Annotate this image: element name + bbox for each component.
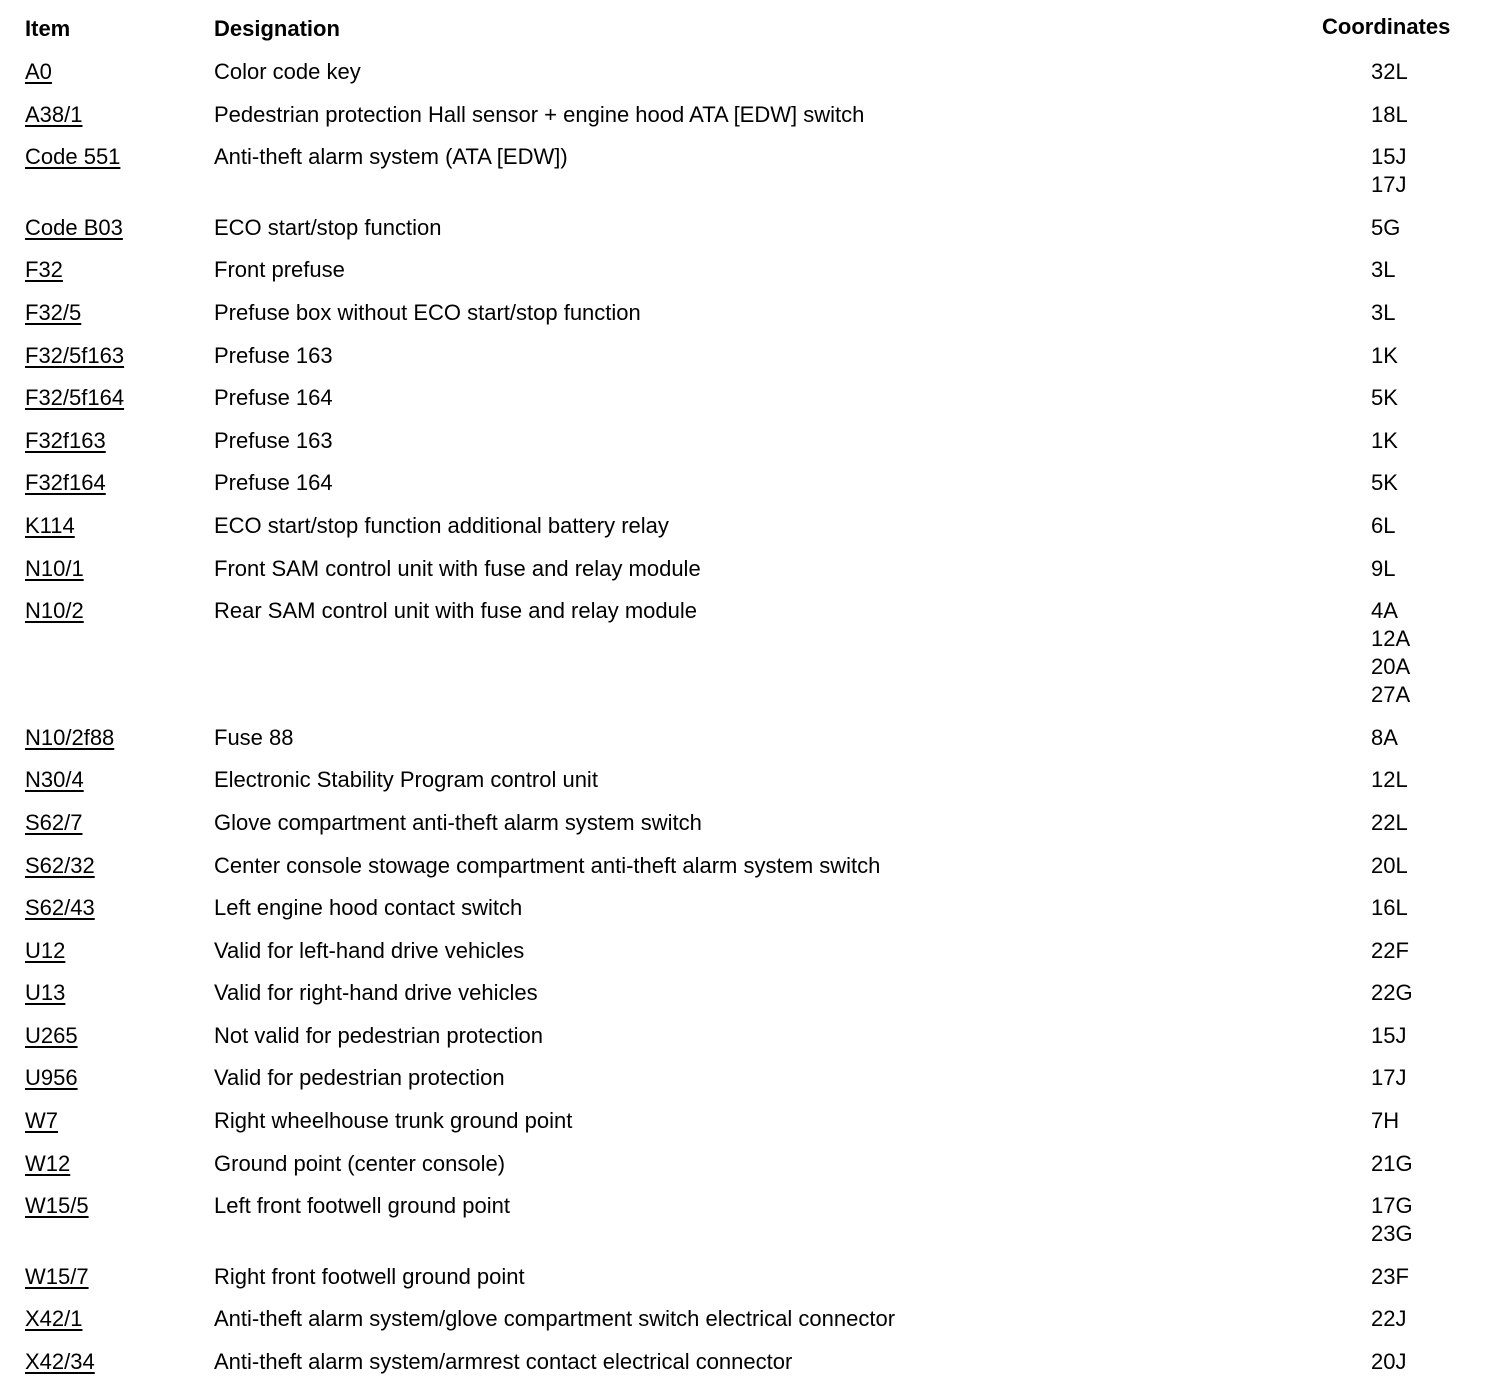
item-coordinates xyxy=(1371,1305,1406,1333)
item-coordinates xyxy=(1371,384,1398,412)
table-row xyxy=(0,596,1504,723)
item-coordinates xyxy=(1371,1192,1413,1248)
item-designation: ECO start/stop function xyxy=(214,214,442,240)
item-link[interactable]: F32f164 xyxy=(25,470,106,496)
table-row xyxy=(0,1149,1504,1192)
table-row xyxy=(0,1106,1504,1149)
item-link[interactable]: Code B03 xyxy=(25,214,123,240)
coordinate-value: 12A xyxy=(1371,626,1411,652)
item-coordinates xyxy=(1371,852,1408,880)
table-row xyxy=(0,383,1504,426)
coordinate-value: 23G xyxy=(1371,1221,1413,1247)
header-designation: Designation xyxy=(214,16,340,41)
coordinate-value: 5K xyxy=(1371,385,1398,411)
coordinate-value: 3L xyxy=(1371,299,1396,325)
item-coordinates xyxy=(1371,1107,1399,1135)
table-row xyxy=(0,808,1504,851)
table-row xyxy=(0,1347,1504,1390)
item-link[interactable]: W15/5 xyxy=(25,1193,89,1219)
table-row xyxy=(0,468,1504,511)
item-designation: Anti-theft alarm system (ATA [EDW]) xyxy=(214,144,568,170)
item-designation: Color code key xyxy=(214,59,361,84)
coordinate-value: 20J xyxy=(1371,1349,1407,1375)
component-table-body xyxy=(0,57,1504,1390)
item-coordinates xyxy=(1371,937,1409,965)
coordinate-value: 20L xyxy=(1371,852,1408,878)
item-designation: Prefuse 163 xyxy=(214,342,333,368)
item-link[interactable]: F32/5 xyxy=(25,299,82,325)
coordinate-value: 3L xyxy=(1371,257,1396,283)
coordinate-value: 9L xyxy=(1371,555,1396,581)
table-row xyxy=(0,57,1504,100)
item-link[interactable]: X42/1 xyxy=(25,1306,83,1332)
item-designation: Front prefuse xyxy=(214,257,345,283)
item-link[interactable]: S62/32 xyxy=(25,852,95,878)
coordinate-value: 20A xyxy=(1371,654,1411,680)
item-coordinates xyxy=(1371,555,1395,583)
item-coordinates xyxy=(1371,299,1395,327)
item-link[interactable]: N10/1 xyxy=(25,555,84,581)
item-coordinates xyxy=(1371,979,1413,1007)
item-link[interactable]: U956 xyxy=(25,1065,78,1091)
table-row xyxy=(0,1304,1504,1347)
item-designation: Glove compartment anti-theft alarm system switch xyxy=(214,809,702,835)
item-designation: Valid for left-hand drive vehicles xyxy=(214,937,525,963)
table-row xyxy=(0,765,1504,808)
item-designation: Left engine hood contact switch xyxy=(214,895,523,921)
item-designation: Prefuse 164 xyxy=(214,470,333,496)
item-link[interactable]: N10/2f88 xyxy=(25,724,115,750)
table-row xyxy=(0,298,1504,341)
item-designation: Left front footwell ground point xyxy=(214,1193,510,1219)
table-row xyxy=(0,255,1504,298)
item-link[interactable]: F32 xyxy=(25,257,63,283)
coordinate-value: 32L xyxy=(1371,59,1408,84)
item-designation: Electronic Stability Program control unit xyxy=(214,767,598,793)
item-designation: Right front footwell ground point xyxy=(214,1263,525,1289)
coordinate-value: 5K xyxy=(1371,470,1398,496)
item-designation: Valid for pedestrian protection xyxy=(214,1065,505,1091)
coordinate-value: 23F xyxy=(1371,1263,1409,1289)
item-designation: Anti-theft alarm system/glove compartment switch electrical connector xyxy=(214,1306,896,1332)
table-header xyxy=(0,14,1504,46)
table-row xyxy=(0,341,1504,384)
coordinate-value: 21G xyxy=(1371,1150,1413,1176)
item-coordinates xyxy=(1371,724,1398,752)
item-designation: Prefuse 164 xyxy=(214,385,333,411)
table-row xyxy=(0,511,1504,554)
coordinate-value: 12L xyxy=(1371,767,1408,793)
item-designation: Ground point (center console) xyxy=(214,1150,506,1176)
item-designation: Right wheelhouse trunk ground point xyxy=(214,1108,573,1134)
coordinate-value: 17G xyxy=(1371,1193,1413,1219)
item-coordinates xyxy=(1371,512,1395,540)
item-coordinates xyxy=(1371,894,1408,922)
coordinate-value: 18L xyxy=(1371,101,1408,127)
item-link[interactable]: U13 xyxy=(25,980,66,1006)
item-coordinates xyxy=(1371,256,1395,284)
item-link[interactable]: W12 xyxy=(25,1150,71,1176)
item-coordinates xyxy=(1371,809,1408,837)
table-row xyxy=(0,1191,1504,1262)
item-link[interactable]: U265 xyxy=(25,1022,78,1048)
item-designation: Prefuse 163 xyxy=(214,427,333,453)
coordinate-value: 1K xyxy=(1371,427,1398,453)
item-link[interactable]: U12 xyxy=(25,937,66,963)
coordinate-value: 15J xyxy=(1371,144,1407,170)
coordinate-value: 22J xyxy=(1371,1306,1407,1332)
item-coordinates xyxy=(1371,1022,1406,1050)
item-coordinates xyxy=(1371,101,1408,129)
table-row xyxy=(0,851,1504,894)
item-link[interactable]: F32/5f163 xyxy=(25,342,125,368)
coordinate-value: 5G xyxy=(1371,214,1401,240)
item-link[interactable]: F32/5f164 xyxy=(25,385,125,411)
item-designation: ECO start/stop function additional battery relay xyxy=(214,512,669,538)
header-coordinates: Coordinates xyxy=(1322,14,1451,39)
item-link[interactable]: K114 xyxy=(25,512,75,538)
table-row xyxy=(0,213,1504,256)
item-coordinates xyxy=(1371,342,1398,370)
item-coordinates xyxy=(1371,143,1406,199)
table-row xyxy=(0,723,1504,766)
coordinate-value: 8A xyxy=(1371,724,1398,750)
item-designation: Center console stowage compartment anti-theft alarm system switch xyxy=(214,852,881,878)
item-coordinates xyxy=(1371,58,1408,86)
item-designation: Front SAM control unit with fuse and relay module xyxy=(214,555,701,581)
item-link[interactable]: W15/7 xyxy=(25,1263,89,1289)
coordinate-value: 27A xyxy=(1371,682,1411,708)
item-link[interactable]: N30/4 xyxy=(25,767,84,793)
item-coordinates xyxy=(1371,214,1400,242)
item-designation: Anti-theft alarm system/armrest contact electrical connector xyxy=(214,1349,793,1375)
item-coordinates xyxy=(1371,1263,1409,1291)
item-link[interactable]: Code 551 xyxy=(25,144,121,170)
table-row xyxy=(0,1021,1504,1064)
item-coordinates xyxy=(1371,427,1398,455)
table-row xyxy=(0,1063,1504,1106)
coordinate-value: 1K xyxy=(1371,342,1398,368)
table-row xyxy=(0,1262,1504,1305)
coordinate-value: 16L xyxy=(1371,895,1408,921)
table-row xyxy=(0,554,1504,597)
item-designation: Pedestrian protection Hall sensor + engine hood ATA [EDW] switch xyxy=(214,101,865,127)
item-link[interactable]: F32f163 xyxy=(25,427,106,453)
item-coordinates xyxy=(1371,469,1398,497)
table-row xyxy=(0,100,1504,143)
item-designation: Fuse 88 xyxy=(214,724,294,750)
coordinate-value: 17J xyxy=(1371,172,1407,198)
item-link[interactable]: S62/7 xyxy=(25,809,83,835)
table-row xyxy=(0,978,1504,1021)
item-link[interactable]: A0 xyxy=(25,59,52,84)
item-link[interactable]: X42/34 xyxy=(25,1349,95,1375)
item-designation: Not valid for pedestrian protection xyxy=(214,1022,543,1048)
header-item: Item xyxy=(25,16,71,41)
item-link[interactable]: S62/43 xyxy=(25,895,95,921)
item-designation: Valid for right-hand drive vehicles xyxy=(214,980,538,1006)
table-row xyxy=(0,893,1504,936)
coordinate-value: 22F xyxy=(1371,937,1409,963)
coordinate-value: 17J xyxy=(1371,1065,1407,1091)
coordinate-value: 7H xyxy=(1371,1108,1400,1134)
table-row xyxy=(0,142,1504,213)
table-row xyxy=(0,936,1504,979)
coordinate-value: 22L xyxy=(1371,809,1408,835)
item-coordinates xyxy=(1371,1348,1406,1376)
item-designation: Rear SAM control unit with fuse and relay module xyxy=(214,598,698,624)
coordinate-value: 22G xyxy=(1371,980,1413,1006)
item-coordinates xyxy=(1371,766,1408,794)
item-designation: Prefuse box without ECO start/stop function xyxy=(214,299,641,325)
item-link[interactable]: N10/2 xyxy=(25,598,84,624)
item-coordinates xyxy=(1371,1150,1413,1178)
table-row xyxy=(0,426,1504,469)
coordinate-value: 6L xyxy=(1371,512,1396,538)
coordinate-value: 15J xyxy=(1371,1022,1407,1048)
coordinate-value: 4A xyxy=(1371,598,1398,624)
item-coordinates xyxy=(1371,1064,1406,1092)
item-coordinates xyxy=(1371,597,1410,709)
item-link[interactable]: A38/1 xyxy=(25,101,83,127)
item-link[interactable]: W7 xyxy=(25,1108,58,1134)
